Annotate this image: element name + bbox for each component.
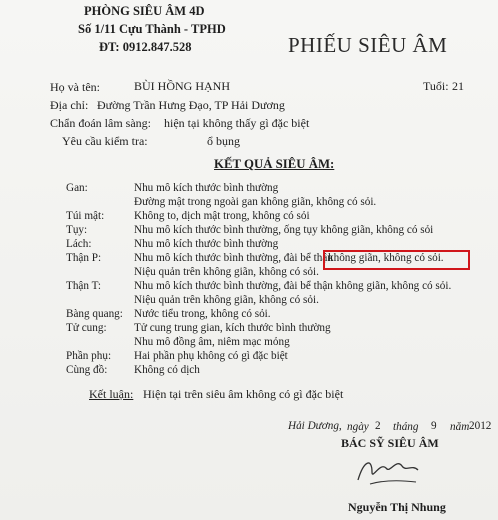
request-value: ổ bụng [207,134,240,148]
tuy-line-1: Nhu mô kích thước bình thường, ống tụy không giãn, không có sỏi [134,224,434,236]
age-label: Tuổi: [423,79,449,93]
thanp-line-2: Niệu quản trên không giãn, không có sỏi. [134,266,319,278]
age-value: 21 [452,79,464,93]
thanp-label: Thận P: [66,252,102,264]
footer-nam-label: năm [450,421,470,433]
bangquang-label: Bàng quang: [66,308,123,320]
lach-line-1: Nhu mô kích thước bình thường [134,238,279,250]
tuimat-line-1: Không to, dịch mật trong, không có sỏi [134,210,310,222]
doctor-title: BÁC SỸ SIÊU ÂM [341,436,439,450]
tucung-label: Tử cung: [66,322,107,334]
footer-ngay-label: ngày [347,421,369,433]
tucung-line-1: Tử cung trung gian, kích thước bình thường [134,322,331,334]
signature [350,450,425,490]
results-heading: KẾT QUẢ SIÊU ÂM: [214,157,335,171]
gan-line-1: Nhu mô kích thước bình thường [134,182,279,194]
name-label: Họ và tên: [50,80,100,94]
gan-label: Gan: [66,182,88,194]
page-title: PHIẾU SIÊU ÂM [288,33,448,57]
clinic-name: PHÒNG SIÊU ÂM 4D [84,4,205,18]
name-value: BÙI HỒNG HẠNH [134,79,230,93]
footer-year: 2012 [469,420,492,432]
bangquang-line-1: Nước tiểu trong, không có sỏi. [134,308,271,320]
tuimat-label: Túi mật: [66,210,105,222]
address-value: Đường Trần Hưng Đạo, TP Hải Dương [97,98,285,112]
diagnosis-label: Chẩn đoán lâm sàng: [50,116,151,130]
request-label: Yêu cầu kiểm tra: [62,134,148,148]
diagnosis-value: hiện tại không thấy gì đặc biệt [164,116,310,130]
phanphu-line-1: Hai phần phụ không có gì đặc biệt [134,350,288,362]
lach-label: Lách: [66,238,92,250]
cungdo-label: Cùng đồ: [66,364,108,376]
address-label: Địa chỉ: [50,98,89,112]
footer-day: 2 [375,420,381,432]
footer-place: Hải Dương, [288,420,342,432]
footer-month: 9 [431,420,437,432]
thant-line-2: Niệu quản trên không giãn, không có sỏi. [134,294,319,306]
tuy-label: Tụy: [66,224,88,236]
thant-label: Thận T: [66,280,101,292]
tucung-line-2: Nhu mô đồng âm, niêm mạc mỏng [134,336,290,348]
thant-line-1: Nhu mô kích thước bình thường, đài bể thận không giãn, không có sỏi. [134,280,452,292]
phanphu-label: Phần phụ: [66,350,112,362]
cungdo-line-1: Không có dịch [134,364,200,376]
gan-line-2: Đường mật trong ngoài gan không giãn, không có sỏi. [134,196,377,208]
doctor-name: Nguyễn Thị Nhung [348,500,446,514]
clinic-phone: ĐT: 0912.847.528 [99,40,192,54]
clinic-address: Số 1/11 Cựu Thành - TPHD [78,22,226,36]
conclusion-text: Hiện tại trên siêu âm không có gì đặc biệt [143,387,344,401]
thanp-line-1b: không giãn, không có sỏi. [328,252,444,264]
thanp-line-1a: Nhu mô kích thước bình thường, đài bể thận [134,252,333,264]
footer-thang-label: tháng [393,421,419,433]
conclusion-label: Kết luận: [89,387,134,401]
